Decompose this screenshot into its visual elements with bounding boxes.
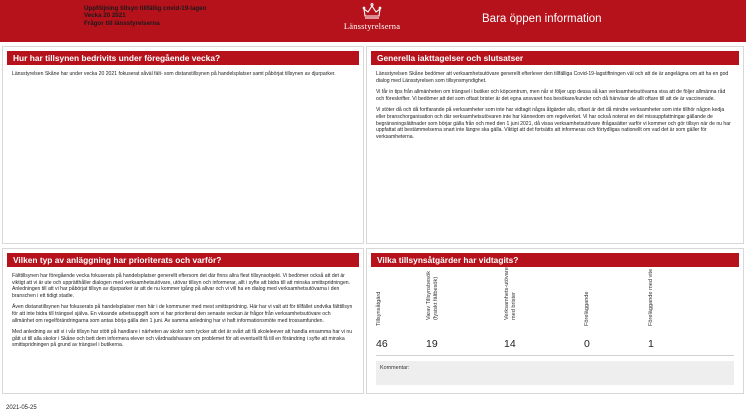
public-info-label: Bara öppen information — [482, 13, 602, 25]
measure-label: Varav Tillsynsbesök (fysiskt fältbesök) — [426, 270, 439, 320]
comment-label: Kommentar: — [380, 365, 410, 371]
measure-value: 0 — [584, 338, 590, 350]
measure-label: Föreläggande med vite — [648, 269, 654, 327]
measure-label: Verksamhets-utövare med brister — [504, 266, 517, 320]
measure-label: Tillsynsåtgärd — [376, 292, 382, 327]
measure-value: 1 — [648, 338, 654, 350]
measure-value: 46 — [376, 338, 388, 350]
inspection-paragraph: Länsstyrelsen Skåne har under vecka 20 2021 fokuserat såväl fält- som distanstillsynen på handelsplatser samt påbörjat tillsynen av djurparker. — [12, 71, 336, 77]
prioritized-paragraph: Även distanstillsynen har fokuserats på handelsplatser men här i de kommuner med mest smittspridning. Här har vi valt att för tillfället undvika fälttillsyn för att inte bidra till trängsel själva. En växande arbetsuppgift som vi har prioriterat den senaste veckan är frågor från verksamhetsutövare och allmänhet om regelförändringarna som antas börja gälla den 1 juni. Av samma anledning har vi haft informationsmöte med trossamfunden. — [12, 304, 353, 324]
observations-paragraph: Vi stöter då och då fortfarande på verksamheter som inte har vidtagit några åtgärder alls, oftast är det då mindre verksamheter som inte tillhör någon kedja eller branschorganisation och där verksamhetsutövaren inte har kännedom om regelverket. Vi har också noterat en del missuppfattningar gällande de begränsningslättnader som börjar gälla från och med den 1 juni 2021, då vissa verksamhetsutövare ifrågasätter varför vi kommer och gör tillsyn när de nu har uppfattat att bestämmelserna snart inte längre ska gälla. Viktigt att det fortsätts att informeras och förtydligas nationellt om vad det är som gäller för verksamheterna. — [376, 107, 731, 140]
measures-heading: Vilka tillsynsåtgärder har vidtagits? — [371, 253, 739, 267]
measures-table — [376, 266, 734, 359]
table-divider — [376, 355, 734, 356]
observations-heading: Generella iakttagelser och slutsatser — [371, 51, 739, 65]
measures-panel — [366, 248, 744, 394]
observations-paragraph: Länsstyrelsen Skåne bedömer att verksamhetsutövare generellt efterlever den tillfälliga Covid-19-lagstiftningen väl och att de är angelägna om att ha en god dialog med Länsstyrelsen som tillsynsmyndighet. — [376, 71, 729, 84]
prioritized-paragraph: Fälttillsynen har föregående vecka fokuserats på handelsplatser generellt eftersom det där finns allra flest tillsynsobjekt. Vi bedömer också att det är viktigt att vi är ute och upprätthåller dialogen med verksamhetsutövare, utövar tillsyn och informerar, allt i syfte att bidra till att minska smittspridningen. Anledningen till att vi har påbörjat tillsyn av djurparker är att de nu kommer igång på allvar och vi vill ha en dialog med verksamhetsutövarna i den branschen i ett tidigt stadie. — [12, 273, 351, 299]
prioritized-text — [12, 273, 354, 354]
inspection-panel — [2, 46, 364, 244]
lansstyrelserna-logo — [339, 3, 405, 37]
measure-label: Föreläggande — [584, 291, 590, 327]
inspection-heading: Hur har tillsynen bedrivits under föregående vecka? — [7, 51, 359, 65]
observations-text — [376, 71, 734, 145]
observations-panel — [366, 46, 744, 244]
observations-paragraph: Vi får in tips från allmänheten om trängsel i butiker och köpcentrum, men når vi följer upp dessa så kan verksamhetsutövarna visa att de följer allmänna råd och föreskrifter. Vi bedömer att det som oftast brister är det egna ansvaret hos besökare/kunder och då hänvisar de allt oftare till att de är vaccinerade. — [376, 89, 726, 102]
report-title-line-1: Uppföljning tillsyn tillfällig covid-19-lagen — [84, 5, 207, 12]
comment-box — [376, 361, 734, 385]
report-date: 2021-05-25 — [6, 405, 37, 411]
report-header — [0, 0, 746, 42]
measure-value: 14 — [504, 338, 516, 350]
logo-text: Länsstyrelserna — [343, 21, 401, 31]
measure-value: 19 — [426, 338, 438, 350]
prioritized-heading: Vilken typ av anläggning har prioriterats och varför? — [7, 253, 359, 267]
report-title-line-3: Frågor till länsstyrelserna — [84, 19, 160, 27]
crown-icon — [362, 3, 382, 20]
inspection-text — [12, 71, 354, 83]
prioritized-paragraph: Med anledning av att vi i vår tillsyn har stött på handlare i närheten av skolor som tycker att det är svårt att få skoleleever att handla ensamma har vi nu gått ut till alla skolor i Skåne och bett dem informera elever och vårdnadshavare om problemet för att eventuellt få till en förändring i syfte att minska smittspridningen på grund av trängsel i butikerna. — [12, 329, 353, 349]
report-title-line-2: Vecka 20 2021 — [84, 12, 126, 20]
prioritized-panel — [2, 248, 364, 394]
report-title — [84, 5, 206, 27]
